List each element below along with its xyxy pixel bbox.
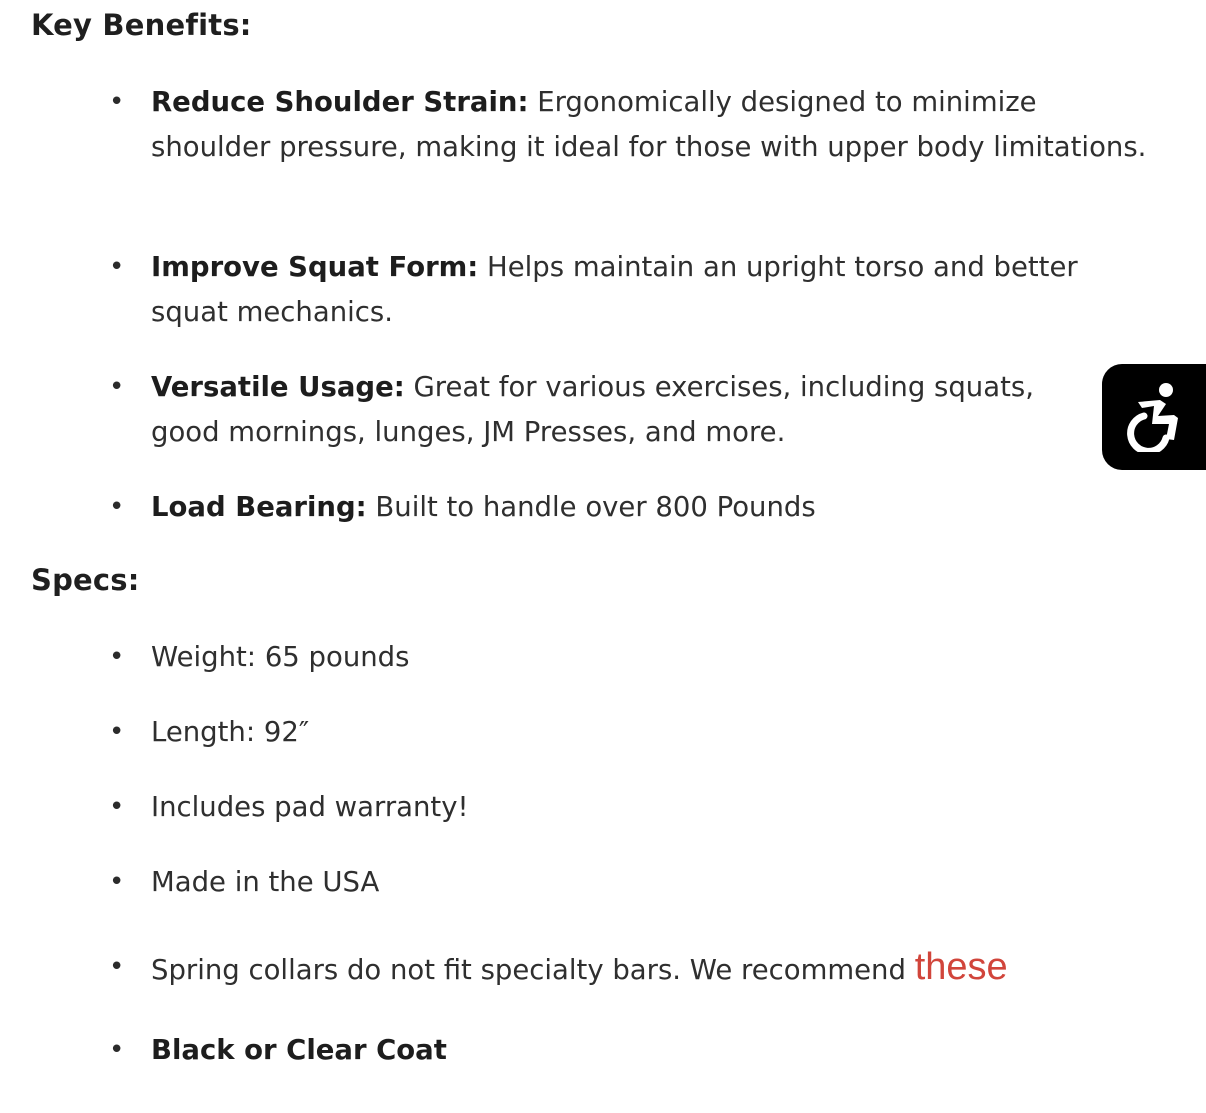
list-item-improve-squat-form bbox=[109, 245, 1151, 335]
list-item-load-bearing bbox=[109, 485, 1151, 530]
bullet: • bbox=[109, 1035, 125, 1065]
accessibility-button[interactable] bbox=[1102, 364, 1206, 470]
bullet: • bbox=[109, 87, 125, 117]
spec-item-warranty bbox=[109, 785, 1151, 830]
spec-item-spring-collars bbox=[109, 945, 1151, 993]
benefit-label: Versatile Usage: bbox=[151, 371, 405, 403]
benefit-label: Reduce Shoulder Strain: bbox=[151, 86, 529, 118]
list-item-versatile-usage bbox=[109, 365, 1111, 455]
spec-text: Includes pad warranty! bbox=[151, 791, 469, 823]
spec-text: Weight: 65 pounds bbox=[151, 641, 410, 673]
benefit-text: Built to handle over 800 Pounds bbox=[366, 491, 816, 523]
key-benefits-heading: Key Benefits: bbox=[31, 8, 252, 42]
spec-item-finish bbox=[109, 1028, 1151, 1073]
bullet: • bbox=[109, 952, 125, 982]
benefit-label: Load Bearing: bbox=[151, 491, 367, 523]
spec-item-weight bbox=[109, 635, 1151, 680]
benefit-text: Ergonomically designed to minimize shoulder pressure, making it ideal for those with upper body limitations. bbox=[151, 86, 1147, 163]
benefit-text: Helps maintain an upright torso and better squat mechanics. bbox=[151, 251, 1078, 328]
benefit-text: Great for various exercises, including squats, good mornings, lunges, JM Presses, and more. bbox=[151, 371, 1034, 448]
spec-text: Length: 92″ bbox=[151, 716, 310, 748]
bullet: • bbox=[109, 717, 125, 747]
spec-item-made-in-usa bbox=[109, 860, 1151, 905]
recommended-collars-link[interactable]: these bbox=[914, 946, 1008, 988]
spec-text: Made in the USA bbox=[151, 866, 380, 898]
spec-text: Black or Clear Coat bbox=[151, 1034, 447, 1066]
benefit-label: Improve Squat Form: bbox=[151, 251, 479, 283]
bullet: • bbox=[109, 252, 125, 282]
specs-heading: Specs: bbox=[31, 563, 140, 597]
bullet: • bbox=[109, 867, 125, 897]
bullet: • bbox=[109, 642, 125, 672]
spec-text: Spring collars do not fit specialty bars. We recommend bbox=[151, 954, 915, 986]
bullet: • bbox=[109, 492, 125, 522]
accessibility-wheelchair-icon bbox=[1122, 382, 1188, 452]
list-item-reduce-shoulder-strain bbox=[109, 80, 1151, 170]
bullet: • bbox=[109, 792, 125, 822]
spec-item-length bbox=[109, 710, 1151, 755]
bullet: • bbox=[109, 372, 125, 402]
